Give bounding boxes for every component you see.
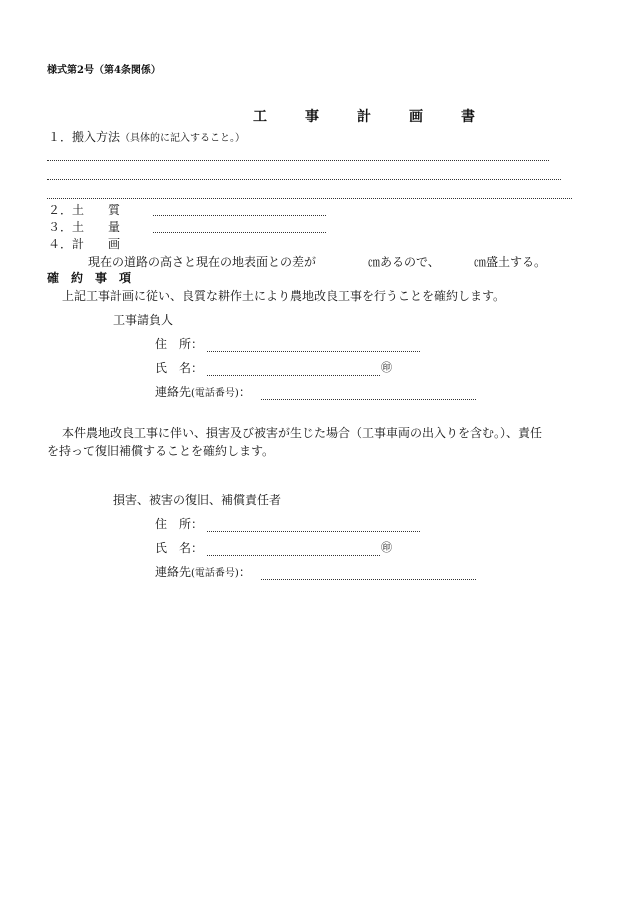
item-3-label: 土 量 [72,220,121,234]
responsible-name-label: 氏 名： [155,541,204,555]
contractor-contact-colon: ： [238,385,251,399]
responsible-contact-field[interactable] [261,579,476,580]
contractor-contact-note: (電話番号) [191,388,239,399]
item-3-number: ３． [48,220,73,234]
contractor-name-field[interactable] [207,375,380,376]
contractor-heading: 工事請負人 [113,313,174,327]
responsible-seal-icon: ㊞ [381,541,392,554]
confirm-text: 上記工事計画に従い、良質な耕作土により農地改良工事を行うことを確約します。 [62,289,506,303]
plan-text-unit2: ㎝盛土する。 [474,255,547,269]
responsible-name-field[interactable] [207,555,380,556]
soil-quality-field[interactable] [153,215,326,216]
contractor-name-label: 氏 名： [155,361,204,375]
responsible-contact-label [155,566,251,579]
item-1 [48,131,245,144]
plan-text-part1: 現在の道路の高さと現在の地表面との差が [88,255,317,269]
page-title: 工 事 計 画 書 [253,109,487,125]
item-1-number: １． [48,130,73,144]
liability-text-line-1: 本件農地改良工事に伴い、損害及び被害が生じた場合（工事車両の出入りを含む。）、責任 [62,426,543,440]
contractor-address-field[interactable] [207,351,420,352]
item-2 [48,204,120,216]
responsible-contact-note: (電話番号) [191,568,239,579]
plan-text-unit1: ㎝あるので、 [368,255,440,269]
responsible-heading: 損害、被害の復旧、補償責任者 [113,493,282,507]
item-1-label: 搬入方法 [72,130,121,144]
responsible-contact-label-text: 連絡先 [155,565,192,579]
liability-text-line-2: を持って復旧補償することを確約します。 [47,444,275,458]
contractor-contact-label [155,386,251,399]
transport-method-line-2[interactable] [47,179,561,180]
responsible-contact-colon: ： [238,565,251,579]
item-1-note: （具体的に記入すること。） [120,133,246,144]
item-2-label: 土 質 [72,203,121,217]
item-4 [48,238,120,250]
item-4-number: ４． [48,237,73,251]
contractor-address-label: 住 所： [155,337,204,351]
item-3 [48,221,120,233]
form-label: 様式第2号（第4条関係） [47,65,161,76]
soil-volume-field[interactable] [153,232,326,233]
transport-method-line-3[interactable] [47,198,572,199]
responsible-address-field[interactable] [207,531,420,532]
responsible-address-label: 住 所： [155,517,204,531]
transport-method-line-1[interactable] [47,160,549,161]
contractor-seal-icon: ㊞ [381,361,392,374]
confirm-heading: 確 約 事 項 [47,271,132,285]
contractor-contact-label-text: 連絡先 [155,385,192,399]
contractor-contact-field[interactable] [261,399,476,400]
item-4-label: 計 画 [72,237,121,251]
item-2-number: ２． [48,203,73,217]
